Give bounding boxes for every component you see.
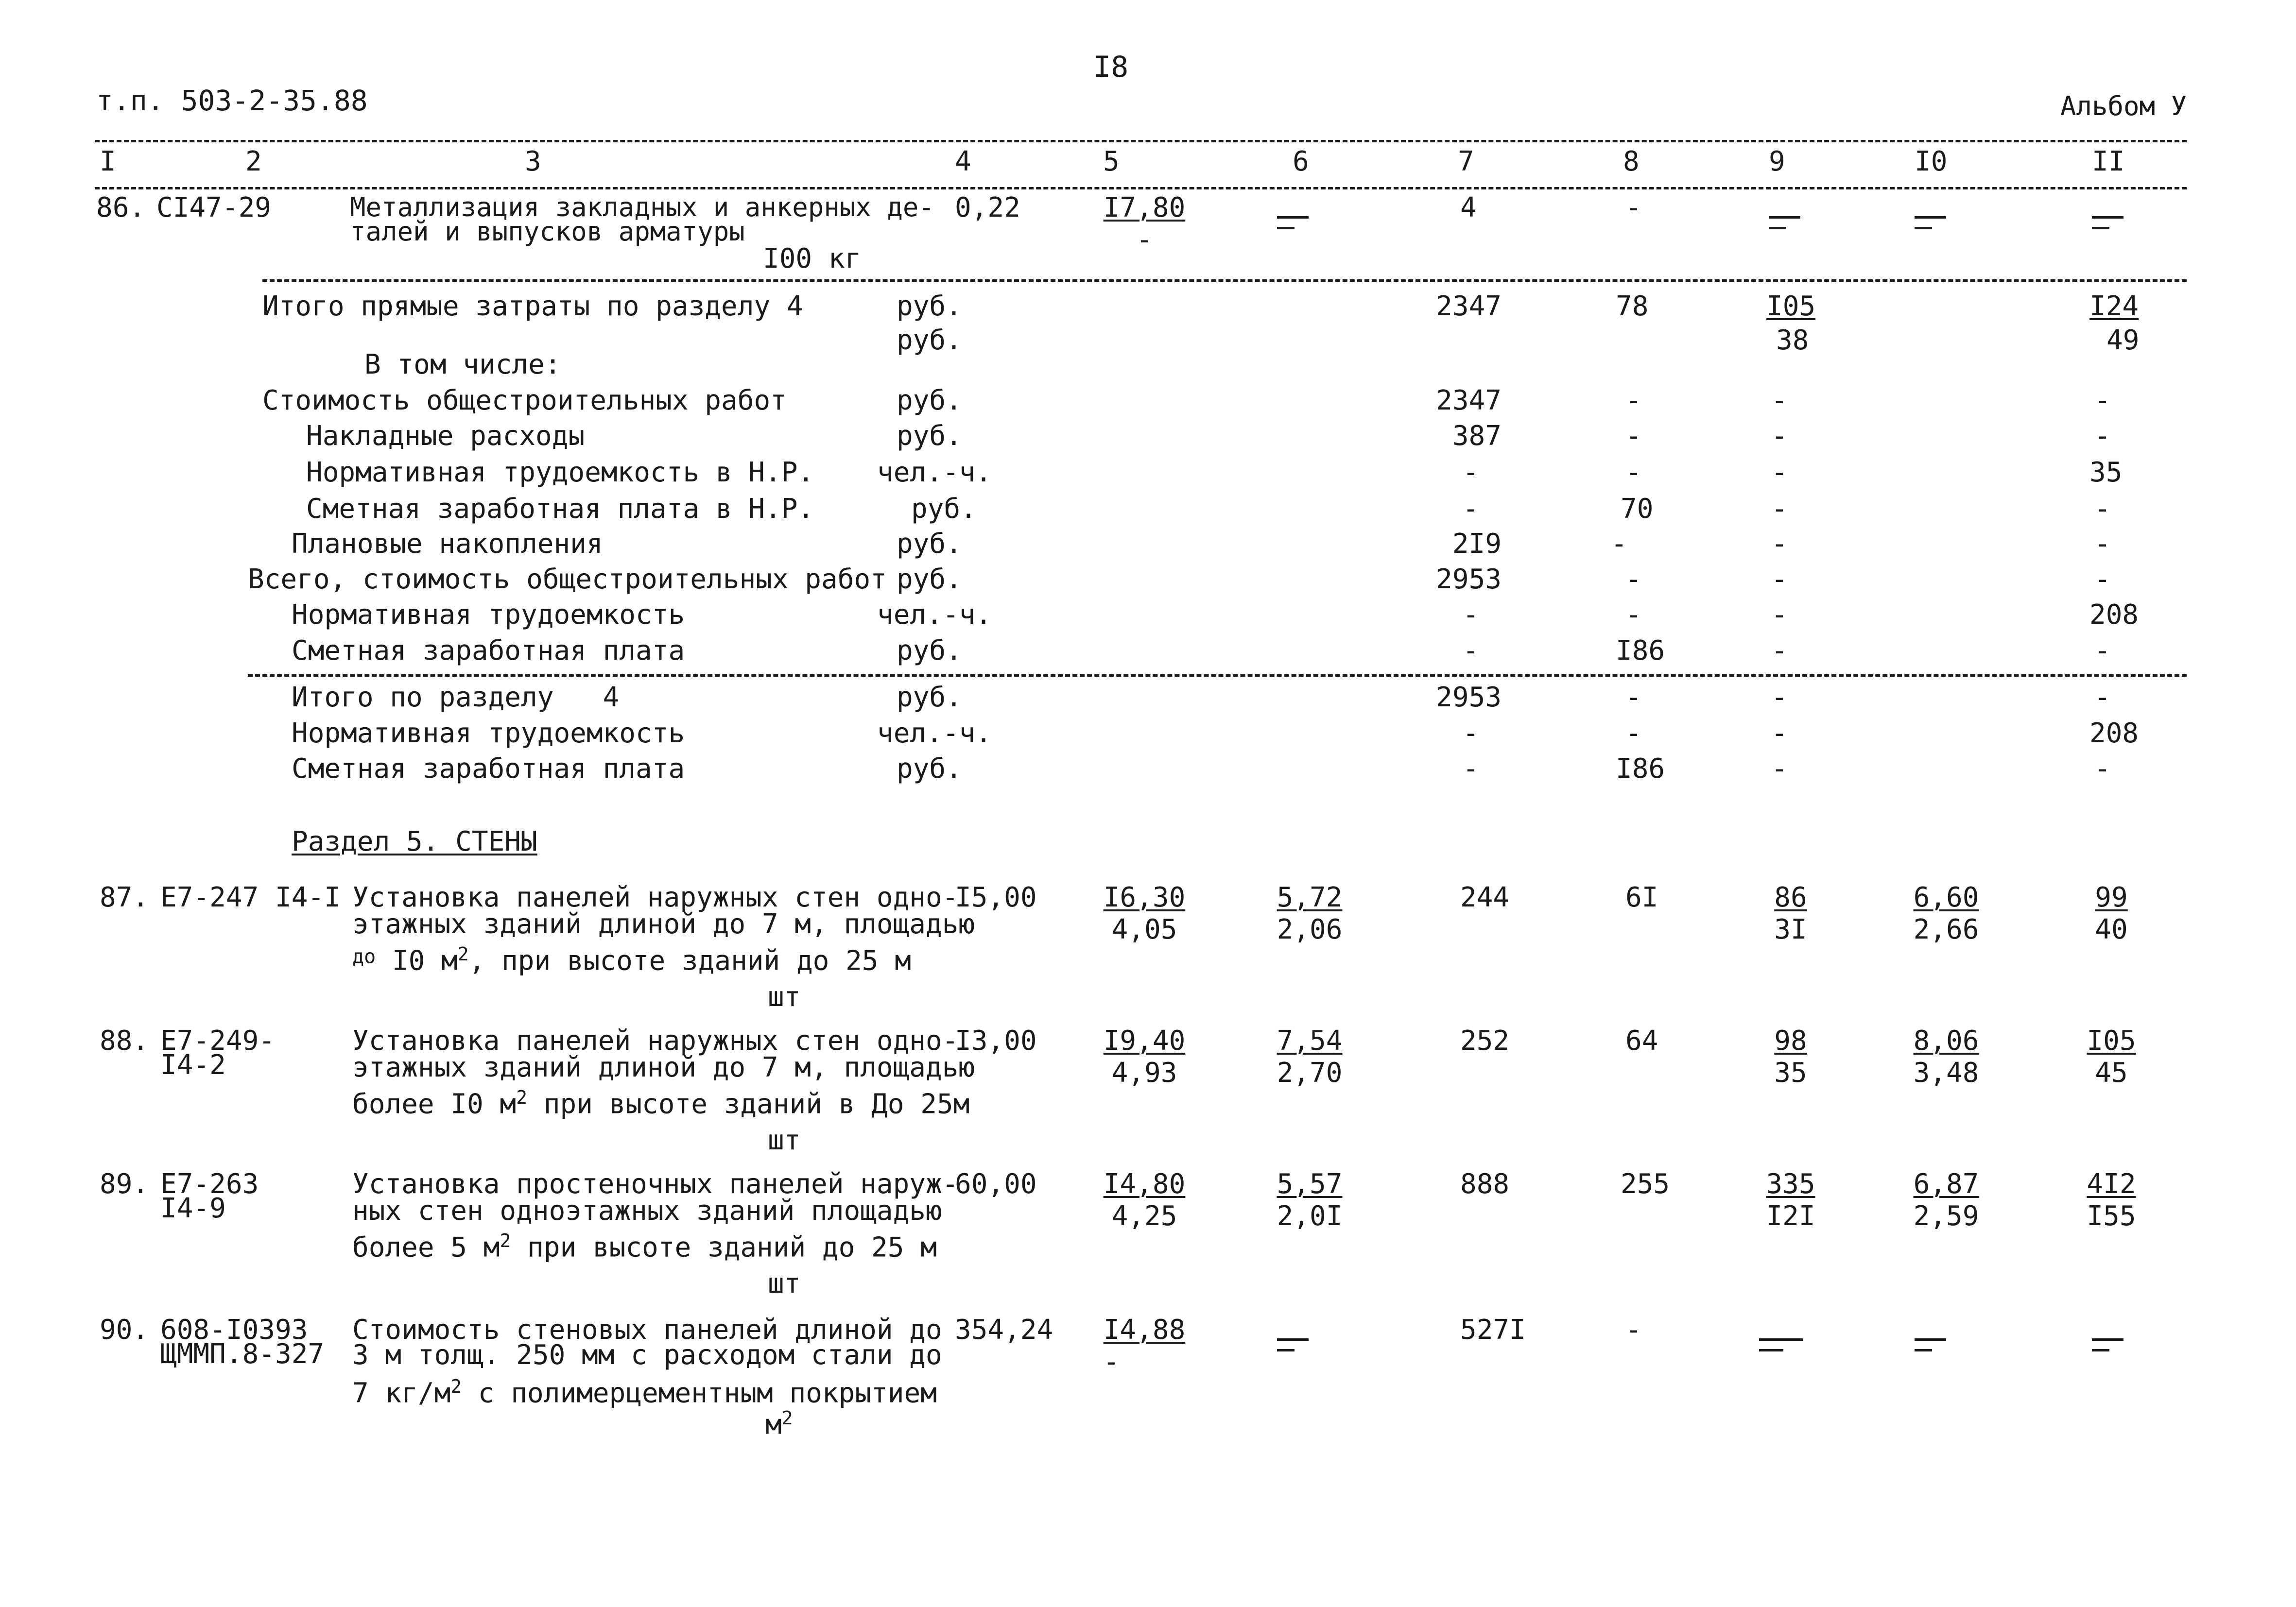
- item-unit: шт: [768, 1268, 801, 1299]
- total-labor: [2085, 1027, 2138, 1087]
- fraction-top: 6,60: [1913, 882, 1979, 913]
- fraction-bottom: 45: [2095, 1057, 2128, 1089]
- desc-fragment: до: [352, 945, 376, 968]
- desc-fragment: 7 кг/м: [352, 1377, 451, 1409]
- total-cost: 4: [1460, 192, 1477, 223]
- item-description: Металлизация закладных и анкерных де-: [350, 192, 934, 222]
- column-header: 4: [955, 146, 971, 177]
- item-quantity: I5,00: [955, 882, 1037, 913]
- summary-value: 38: [1776, 325, 1809, 356]
- superscript: 2: [450, 1376, 462, 1397]
- superscript: 2: [500, 1230, 511, 1251]
- summary-label: Сметная заработная плата в Н.Р.: [306, 493, 814, 525]
- summary-value: -: [1771, 599, 1788, 631]
- totals-unit: чел.-ч.: [877, 718, 992, 749]
- summary-unit: руб.: [897, 325, 962, 356]
- item-code: I4-9: [160, 1193, 226, 1224]
- dash-mark: [1277, 216, 1309, 231]
- item-quantity: 0,22: [955, 192, 1020, 223]
- totals-value: I86: [1616, 753, 1665, 785]
- summary-unit: руб.: [897, 635, 962, 667]
- summary-value: -: [2094, 564, 2111, 595]
- summary-value: I05: [1766, 291, 1816, 322]
- fraction-top: 86: [1774, 882, 1807, 913]
- item-code: I4-2: [160, 1049, 226, 1081]
- unit-cost-top: I7,80: [1103, 192, 1186, 223]
- item-description: 3 м толщ. 250 мм с расходом стали до: [352, 1339, 942, 1371]
- dash-mark: [2092, 216, 2123, 231]
- summary-value: -: [1771, 457, 1788, 488]
- fraction-top: 5,57: [1277, 1168, 1343, 1200]
- column-header: 3: [525, 146, 541, 177]
- fraction-top: I05: [2087, 1025, 2136, 1057]
- summary-unit: чел.-ч.: [877, 599, 992, 631]
- desc-fragment: , при высоте зданий до 25 м: [468, 945, 911, 977]
- column-header: II: [2092, 146, 2125, 177]
- summary-unit: чел.-ч.: [877, 457, 992, 488]
- dash-mark: [1769, 216, 1800, 231]
- superscript: 2: [781, 1407, 793, 1429]
- unit-cost: [1098, 1316, 1191, 1376]
- item-unit: I00 кг: [763, 243, 862, 274]
- column-header: 8: [1623, 146, 1640, 177]
- fraction-bottom: 3I: [1774, 914, 1807, 945]
- desc-fragment: более I0 м: [352, 1088, 517, 1120]
- summary-value: -: [2094, 493, 2111, 525]
- item-description: [352, 1377, 937, 1407]
- fraction-bottom: 2,70: [1277, 1057, 1343, 1089]
- superscript: 2: [516, 1087, 528, 1108]
- item-description: ных стен одноэтажных зданий площадью: [352, 1195, 942, 1227]
- totals-value: -: [2094, 753, 2111, 785]
- totals-value: -: [1625, 718, 1642, 749]
- summary-value: 35: [2089, 457, 2123, 488]
- item-number: 86.: [96, 192, 146, 223]
- fraction-bottom: 2,59: [1913, 1200, 1979, 1232]
- desc-fragment: I0 м: [392, 945, 458, 977]
- fraction-top: 4I2: [2087, 1168, 2136, 1200]
- fraction-bottom: I2I: [1766, 1200, 1815, 1232]
- fraction-top: 7,54: [1277, 1025, 1343, 1057]
- item-description: Установка панелей наружных стен одно-: [352, 1025, 959, 1057]
- summary-value: -: [1611, 528, 1627, 560]
- item-code: Е7-263: [160, 1168, 259, 1200]
- item-description: этажных зданий длиной до 7 м, площадью: [352, 1052, 975, 1083]
- total-wages: -: [1625, 192, 1642, 223]
- summary-label: Нормативная трудоемкость: [292, 599, 685, 631]
- summary-unit: руб.: [897, 420, 962, 452]
- summary-label: Итого прямые затраты по разделу 4: [262, 291, 803, 322]
- item-unit: шт: [768, 1125, 801, 1156]
- dash-mark: [1277, 1338, 1309, 1353]
- unit-cost: [1098, 884, 1191, 943]
- total-wages: 255: [1621, 1168, 1670, 1200]
- total-machine-cost: [1761, 1168, 1820, 1232]
- dash-mark: -: [1103, 1346, 1120, 1378]
- total-wages: -: [1625, 1314, 1642, 1346]
- album-label: Альбом У: [2060, 91, 2187, 121]
- dash-mark: [1915, 216, 1946, 231]
- summary-label: Стоимость общестроительных работ: [262, 385, 787, 416]
- fraction-top: 99: [2095, 882, 2128, 913]
- total-cost: 888: [1460, 1168, 1510, 1200]
- fraction-top: 6,87: [1913, 1168, 1979, 1200]
- fraction-top: I6,30: [1103, 882, 1186, 913]
- column-header: I: [100, 146, 116, 177]
- item-quantity: 60,00: [955, 1168, 1037, 1200]
- totals-value: -: [1463, 753, 1479, 785]
- item-unit: шт: [768, 981, 801, 1013]
- summary-value: 2953: [1436, 564, 1502, 595]
- item-description: [352, 945, 911, 975]
- item-code: 608-I0393: [160, 1314, 308, 1346]
- summary-label: Всего, стоимость общестроительных работ: [248, 564, 887, 595]
- dash-mark: -: [1136, 224, 1153, 256]
- item-code: CI47-29: [156, 192, 272, 223]
- desc-fragment: более 5 м: [352, 1231, 500, 1264]
- fraction-top: I4,80: [1103, 1168, 1186, 1200]
- totals-value: -: [1463, 718, 1479, 749]
- header-top-rule: [95, 140, 2187, 142]
- column-header: 7: [1458, 146, 1474, 177]
- item-unit: [765, 1409, 793, 1439]
- summary-value: -: [1463, 457, 1479, 488]
- totals-value: -: [1771, 718, 1788, 749]
- summary-label: Нормативная трудоемкость в Н.Р.: [306, 457, 814, 488]
- summary-value: -: [2094, 635, 2111, 667]
- fraction-top: 98: [1774, 1025, 1807, 1057]
- totals-value: -: [1771, 682, 1788, 713]
- summary-value: -: [1625, 564, 1642, 595]
- summary-rule: [262, 279, 2187, 282]
- unit-machine-cost: [1271, 1027, 1348, 1087]
- totals-unit: руб.: [897, 753, 962, 785]
- item-description: талей и выпусков арматуры: [350, 216, 745, 247]
- summary-unit: руб.: [911, 493, 977, 525]
- summary-value: I24: [2089, 291, 2139, 322]
- total-machine-cost: [1761, 884, 1820, 943]
- unit-labor: [1907, 884, 1985, 943]
- summary-value: 208: [2089, 599, 2139, 631]
- column-header: 6: [1293, 146, 1309, 177]
- item-description: Установка простеночных панелей наруж-: [352, 1168, 959, 1200]
- total-wages: 64: [1625, 1025, 1658, 1057]
- desc-fragment: при высоте зданий до 25 м: [511, 1231, 937, 1264]
- section-title: Раздел 5. СТЕНЫ: [292, 826, 537, 857]
- totals-rule: [248, 674, 2187, 677]
- fraction-top: I9,40: [1103, 1025, 1186, 1057]
- summary-value: 78: [1616, 291, 1649, 322]
- item-description: этажных зданий длиной до 7 м, площадью: [352, 908, 975, 940]
- summary-unit: руб.: [897, 291, 962, 322]
- superscript: 2: [457, 943, 469, 965]
- item-code: ЩММП.8-327: [160, 1338, 325, 1370]
- item-description: [352, 1231, 937, 1262]
- summary-value: -: [1625, 457, 1642, 488]
- item-number: 90.: [100, 1314, 149, 1346]
- summary-value: 387: [1452, 420, 1502, 452]
- totals-value: -: [2094, 682, 2111, 713]
- dash-mark: [1915, 1338, 1946, 1353]
- desc-fragment: с полимерцементным покрытием: [462, 1377, 937, 1409]
- summary-value: -: [2094, 528, 2111, 560]
- item-description: Стоимость стеновых панелей длиной до: [352, 1314, 942, 1346]
- page-number: I8: [1093, 50, 1129, 84]
- summary-value: I86: [1616, 635, 1665, 667]
- total-wages: 6I: [1625, 882, 1658, 913]
- item-description: [352, 1088, 969, 1118]
- summary-value: -: [1771, 385, 1788, 416]
- summary-value: -: [1771, 528, 1788, 560]
- summary-value: -: [1771, 493, 1788, 525]
- unit-labor: [1907, 1168, 1985, 1232]
- total-labor: [2085, 1168, 2138, 1232]
- total-machine-cost: [1761, 1027, 1820, 1087]
- summary-value: -: [1771, 420, 1788, 452]
- unit-text: м: [765, 1409, 782, 1441]
- summary-subheading: В том числе:: [364, 349, 561, 380]
- unit-cost: [1098, 194, 1191, 254]
- item-number: 88.: [100, 1025, 149, 1057]
- unit-machine-cost: [1271, 1168, 1348, 1232]
- summary-value: -: [1463, 493, 1479, 525]
- fraction-bottom: 4,25: [1111, 1200, 1177, 1232]
- header-bottom-rule: [95, 187, 2187, 189]
- summary-value: -: [2094, 420, 2111, 452]
- summary-value: 2347: [1436, 291, 1502, 322]
- summary-value: -: [1463, 635, 1479, 667]
- totals-label: Нормативная трудоемкость: [292, 718, 685, 749]
- summary-value: 70: [1621, 493, 1654, 525]
- unit-cost: [1098, 1027, 1191, 1087]
- fraction-bottom: 3,48: [1913, 1057, 1979, 1089]
- desc-fragment: при высоте зданий в До 25м: [527, 1088, 970, 1120]
- total-labor: [2085, 884, 2138, 943]
- dash-mark: [1759, 1338, 1803, 1353]
- item-number: 87.: [100, 882, 149, 913]
- summary-value: -: [2094, 385, 2111, 416]
- item-code: Е7-249-: [160, 1025, 276, 1057]
- summary-label: Плановые накопления: [292, 528, 603, 560]
- total-cost: 252: [1460, 1025, 1510, 1057]
- fraction-bottom: 2,66: [1913, 914, 1979, 945]
- fraction-bottom: 35: [1774, 1057, 1807, 1089]
- column-header: 2: [245, 146, 262, 177]
- document-code: т.п. 503-2-35.88: [96, 84, 368, 117]
- summary-value: 2I9: [1452, 528, 1502, 560]
- fraction-bottom: 4,05: [1111, 914, 1177, 945]
- fraction-top: 335: [1766, 1168, 1815, 1200]
- item-quantity: I3,00: [955, 1025, 1037, 1057]
- totals-label: Сметная заработная плата: [292, 753, 685, 785]
- summary-unit: руб.: [897, 385, 962, 416]
- summary-value: 2347: [1436, 385, 1502, 416]
- total-cost: 527I: [1460, 1314, 1526, 1346]
- item-description: Установка панелей наружных стен одно-: [352, 882, 959, 913]
- fraction-bottom: 2,0I: [1277, 1200, 1343, 1232]
- summary-value: -: [1625, 385, 1642, 416]
- totals-value: -: [1771, 753, 1788, 785]
- item-code: Е7-247 I4-I: [160, 882, 341, 913]
- item-number: 89.: [100, 1168, 149, 1200]
- unit-cost: [1098, 1168, 1191, 1232]
- summary-value: 49: [2106, 325, 2140, 356]
- fraction-top: 8,06: [1913, 1025, 1979, 1057]
- totals-value: 208: [2089, 718, 2139, 749]
- column-header: I0: [1915, 146, 1948, 177]
- summary-unit: руб.: [897, 564, 962, 595]
- total-cost: 244: [1460, 882, 1510, 913]
- summary-value: -: [1625, 420, 1642, 452]
- fraction-bottom: 4,93: [1111, 1057, 1177, 1089]
- fraction-bottom: I55: [2087, 1200, 2136, 1232]
- totals-value: -: [1625, 682, 1642, 713]
- summary-value: -: [1771, 564, 1788, 595]
- fraction-bottom: 40: [2095, 914, 2128, 945]
- summary-value: -: [1771, 635, 1788, 667]
- totals-unit: руб.: [897, 682, 962, 713]
- unit-labor: [1907, 1027, 1985, 1087]
- fraction-top: 5,72: [1277, 882, 1343, 913]
- dash-mark: [2092, 1338, 2123, 1353]
- summary-value: -: [1625, 599, 1642, 631]
- summary-label: Накладные расходы: [306, 420, 585, 452]
- totals-label: Итого по разделу 4: [292, 682, 620, 713]
- fraction-bottom: 2,06: [1277, 914, 1343, 945]
- summary-label: Сметная заработная плата: [292, 635, 685, 667]
- summary-value: -: [1463, 599, 1479, 631]
- unit-machine-cost: [1271, 884, 1348, 943]
- column-header: 5: [1103, 146, 1120, 177]
- item-quantity: 354,24: [955, 1314, 1053, 1346]
- column-header: 9: [1769, 146, 1785, 177]
- totals-value: 2953: [1436, 682, 1502, 713]
- summary-unit: руб.: [897, 528, 962, 560]
- unit-cost-top: I4,88: [1103, 1314, 1186, 1346]
